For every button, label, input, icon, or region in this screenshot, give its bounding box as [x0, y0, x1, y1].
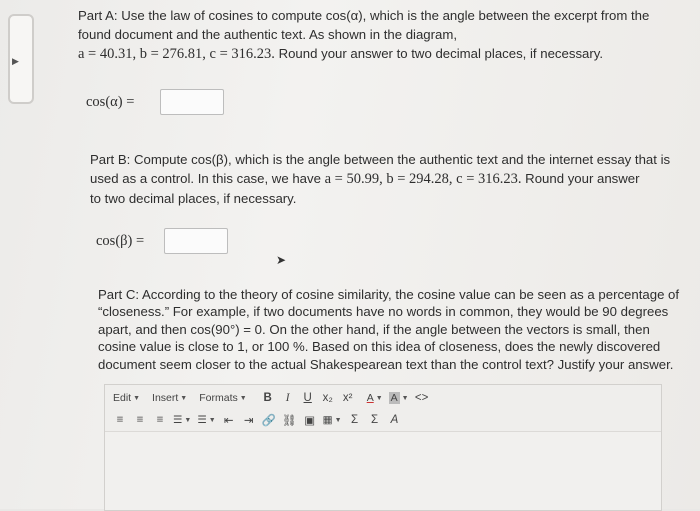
expand-arrow-icon[interactable]: ▶ [12, 56, 19, 66]
special-character-button[interactable]: Σ [350, 414, 359, 426]
part-a-instruction: Round your answer to two decimal places, if necessary. [278, 46, 604, 61]
answer-text-area[interactable] [105, 432, 661, 510]
part-b-answer-input[interactable] [164, 228, 228, 254]
font-color-icon: A [366, 392, 374, 404]
part-a-text [78, 6, 649, 64]
insert-menu-label: Insert [152, 392, 179, 404]
table-icon: ▦ [322, 414, 333, 426]
part-b-answer-row [96, 228, 228, 254]
part-c-line4: cosine value is close to 1, or 100 %. Based on this idea of closeness, does the newly discovered [98, 339, 661, 355]
part-b-given: a = 50.99, b = 294.28, c = 316.23. [324, 171, 522, 187]
font-color-button[interactable] [367, 392, 383, 404]
insert-menu[interactable] [152, 392, 187, 404]
background-color-icon: A [390, 392, 398, 404]
part-b-line2-prefix: used as a control. In this case, we have [90, 171, 321, 186]
mouse-pointer-icon: ➤ [276, 253, 287, 267]
part-b-line1: Part B: Compute cos(β), which is the angle between the authentic text and the internet essay that is [90, 152, 671, 167]
align-right-button[interactable]: ≡ [156, 414, 164, 426]
part-a-line1: Part A: Use the law of cosines to compute cos(α), which is the angle between the excerpt from the [78, 8, 650, 23]
sigma-button[interactable]: Σ [370, 414, 379, 426]
side-panel-handle[interactable] [8, 14, 34, 104]
rich-text-editor [104, 384, 662, 511]
indent-button[interactable]: ⇥ [243, 415, 254, 427]
align-center-button[interactable]: ≡ [136, 414, 144, 426]
part-c-line5: document seem closer to the actual Shakespearean text than the control text? Justify your answer. [98, 356, 674, 372]
spellcheck-button[interactable]: A [390, 414, 399, 426]
formats-menu-label: Formats [199, 392, 238, 404]
toolbar-row-2 [105, 409, 661, 431]
chevron-down-icon: ▼ [184, 416, 192, 424]
numbered-list-button[interactable] [197, 414, 215, 426]
chevron-down-icon: ▼ [208, 416, 216, 424]
part-c-line3: apart, and then cos(90°) = 0. On the other hand, if the angle between the vectors is small, then [98, 321, 650, 337]
part-b-line2 [90, 169, 670, 189]
part-b-line3: to two decimal places, if necessary. [90, 191, 297, 206]
table-button[interactable] [323, 414, 342, 426]
code-button[interactable]: <> [414, 392, 429, 404]
part-a-line3 [78, 44, 649, 64]
italic-button[interactable]: I [285, 392, 290, 404]
part-b-text [90, 150, 670, 208]
editor-toolbar [105, 385, 661, 432]
chevron-down-icon: ▼ [239, 394, 247, 402]
toolbar-row-1 [105, 385, 661, 409]
edit-menu[interactable] [113, 392, 140, 404]
unlink-button[interactable]: ⛓ [282, 415, 297, 427]
part-c-line1: Part C: According to the theory of cosine similarity, the cosine value can be seen as a percentage of [98, 287, 680, 302]
image-button[interactable]: ▣ [304, 415, 316, 427]
part-c-text [98, 286, 679, 373]
part-a-answer-input[interactable] [160, 89, 224, 115]
part-a-given: a = 40.31, b = 276.81, c = 316.23. [78, 46, 275, 62]
subscript-button[interactable]: x₂ [322, 392, 333, 404]
part-a-answer-row [86, 89, 224, 115]
part-c-line2: “closeness.” For example, if two documents have no words in common, they would be 90 degrees [98, 304, 669, 320]
superscript-button[interactable]: x² [342, 392, 353, 404]
chevron-down-icon: ▼ [133, 394, 141, 402]
chevron-down-icon: ▼ [401, 394, 409, 402]
numbered-list-icon: ☰ [197, 414, 207, 426]
underline-button[interactable]: U [303, 392, 312, 404]
part-a-line2: found document and the authentic text. As shown in the diagram, [78, 27, 458, 42]
part-a-answer-label: cos(α) = [86, 93, 135, 110]
edit-menu-label: Edit [113, 392, 132, 404]
link-button[interactable]: 🔗 [261, 415, 277, 427]
part-b-instruction: Round your answer [525, 171, 640, 186]
chevron-down-icon: ▼ [334, 416, 342, 424]
align-left-button[interactable]: ≡ [116, 414, 124, 426]
chevron-down-icon: ▼ [375, 394, 383, 402]
part-b-answer-label: cos(β) = [96, 232, 145, 249]
background-color-button[interactable] [389, 392, 409, 404]
outdent-button[interactable]: ⇤ [223, 415, 234, 427]
chevron-down-icon: ▼ [180, 394, 188, 402]
bullet-list-button[interactable] [173, 414, 191, 426]
formats-menu[interactable] [199, 392, 246, 404]
bold-button[interactable]: B [263, 392, 272, 404]
bullet-list-icon: ☰ [173, 414, 183, 426]
